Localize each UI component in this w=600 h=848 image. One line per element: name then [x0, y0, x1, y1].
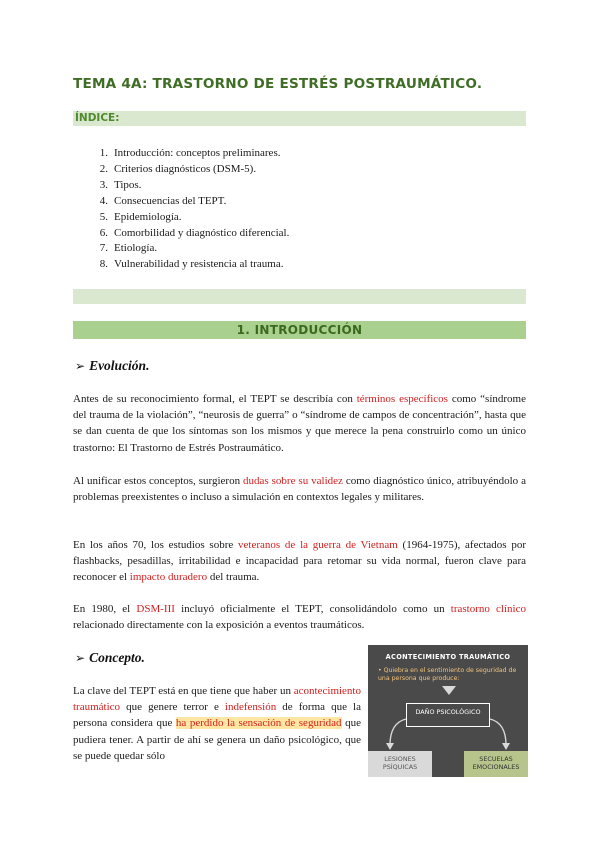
toc-item [90, 257, 289, 273]
text-run: como diagnóstico único, atribuyéndolo a problemas preexistentes o incluso a simulación en contextos legales y militares. [73, 475, 526, 504]
section-title: 1. INTRODUCCIÓN [236, 323, 363, 337]
text-run: incluyó oficialmente el TEPT, consolidándolo como un [174, 603, 451, 615]
index-label: ÍNDICE: [75, 112, 120, 124]
toc-item [90, 226, 289, 242]
highlight-term: términos específicos [356, 393, 448, 405]
highlight-term: veteranos de la guerra de Vietnam [238, 539, 398, 551]
arrowhead-icon [502, 743, 510, 750]
curved-arrow-icon [490, 719, 506, 745]
toc-item [90, 178, 289, 194]
paragraph [73, 683, 361, 764]
highlight-term: dudas sobre su validez [243, 475, 343, 487]
toc-item-number: 5. [99, 210, 108, 223]
arrow-bullet-icon: ➢ [75, 651, 86, 665]
toc-item-text: Etiología. [114, 242, 158, 255]
text-run: En 1980, el [73, 603, 137, 615]
toc-item-text: Vulnerabilidad y resistencia al trauma. [114, 258, 284, 271]
paragraph [73, 601, 526, 633]
toc-item-text: Epidemiología. [114, 210, 182, 223]
paragraph [73, 537, 526, 586]
toc-item-text: Introducción: conceptos preliminares. [114, 147, 281, 159]
highlight-term: indefensión [224, 701, 277, 714]
toc-item-number: 7. [99, 242, 108, 255]
toc-item-text: Criterios diagnósticos (DSM-5). [114, 162, 257, 175]
text-run: Antes de su reconocimiento formal, el TEPT se describía con [73, 393, 357, 405]
subheading-text: Evolución. [89, 358, 150, 373]
paragraph [73, 473, 526, 505]
toc-item-text: Comorbilidad y diagnóstico diferencial. [114, 226, 290, 239]
subheading-concepto [75, 650, 145, 666]
toc-item-text: Tipos. [114, 178, 142, 191]
text-run: que genere terror e [120, 701, 225, 714]
toc-item [90, 210, 289, 226]
diagram-box-secuelas: SECUELAS EMOCIONALES [464, 751, 528, 777]
diagram-bullet: • Quiebra en el sentimiento de seguridad de una persona que produce: [378, 667, 517, 682]
toc-item [90, 241, 289, 257]
text-run: Al unificar estos conceptos, surgieron [73, 475, 244, 487]
section-header-bar [73, 321, 526, 339]
text-run: del trauma. [207, 571, 260, 584]
diagram-box-dano: DAÑO PSICOLÓGICO [406, 703, 490, 727]
subheading-evolucion [75, 358, 149, 374]
toc-item [90, 194, 289, 210]
highlight-term: ha perdido la sensación de seguridad [175, 717, 342, 730]
toc-item-number: 2. [99, 162, 108, 175]
toc-item-text: Consecuencias del TEPT. [114, 194, 227, 207]
arrowhead-icon [386, 743, 394, 750]
text-run: como “síndrome del trauma de la violación”, “neurosis de guerra” o “síndrome de campos de concentración”, hasta que se dan cuenta de que los síntomas son los mismos y que merece la pena construirlo como un único trastorno: El Trastorno de Estrés Postraumático. [73, 393, 526, 454]
highlight-term: trastorno clínico [450, 603, 526, 615]
highlight-term: acontecimiento traumático [73, 685, 361, 714]
toc-item-number: 3. [99, 178, 108, 191]
text-run: que pudiera tener. A partir de ahí se genera un daño psicológico, que se puede quedar sólo [73, 717, 361, 762]
highlight-term: impacto duradero [129, 571, 208, 584]
text-run: (1964-1975), afectados por flashbacks, pesadillas, irritabilidad e incapacidad para retomar su vida normal, fueron clave para reconocer el [73, 539, 526, 584]
document-title: TEMA 4A: TRASTORNO DE ESTRÉS POSTRAUMÁTICO. [73, 76, 483, 92]
text-run: En los años 70, los estudios sobre [73, 539, 239, 551]
text-run: relacionado directamente con la exposición a eventos traumáticos. [73, 619, 365, 632]
text-run: La clave del TEPT está en que tiene que haber un [73, 685, 294, 697]
subheading-text: Concepto. [89, 650, 145, 665]
highlight-term: DSM-III [136, 603, 175, 615]
toc-item-number: 8. [99, 258, 108, 271]
toc-item-number: 4. [99, 194, 108, 207]
trauma-diagram [368, 645, 528, 777]
arrow-bullet-icon: ➢ [75, 359, 86, 373]
toc-item-number: 6. [99, 226, 108, 239]
toc-item-number: 1. [99, 147, 108, 159]
toc-item [90, 146, 289, 162]
diagram-box-lesiones: LESIONES PSÍQUICAS [368, 751, 432, 777]
paragraph [73, 391, 526, 456]
table-of-contents [90, 146, 289, 273]
text-run: de forma que la persona considera que [73, 701, 361, 730]
curved-arrow-icon [390, 719, 406, 745]
divider-bar [73, 289, 526, 304]
index-header-bar [73, 111, 526, 126]
toc-item [90, 162, 289, 178]
diagram-title: ACONTECIMIENTO TRAUMÁTICO [385, 653, 511, 661]
